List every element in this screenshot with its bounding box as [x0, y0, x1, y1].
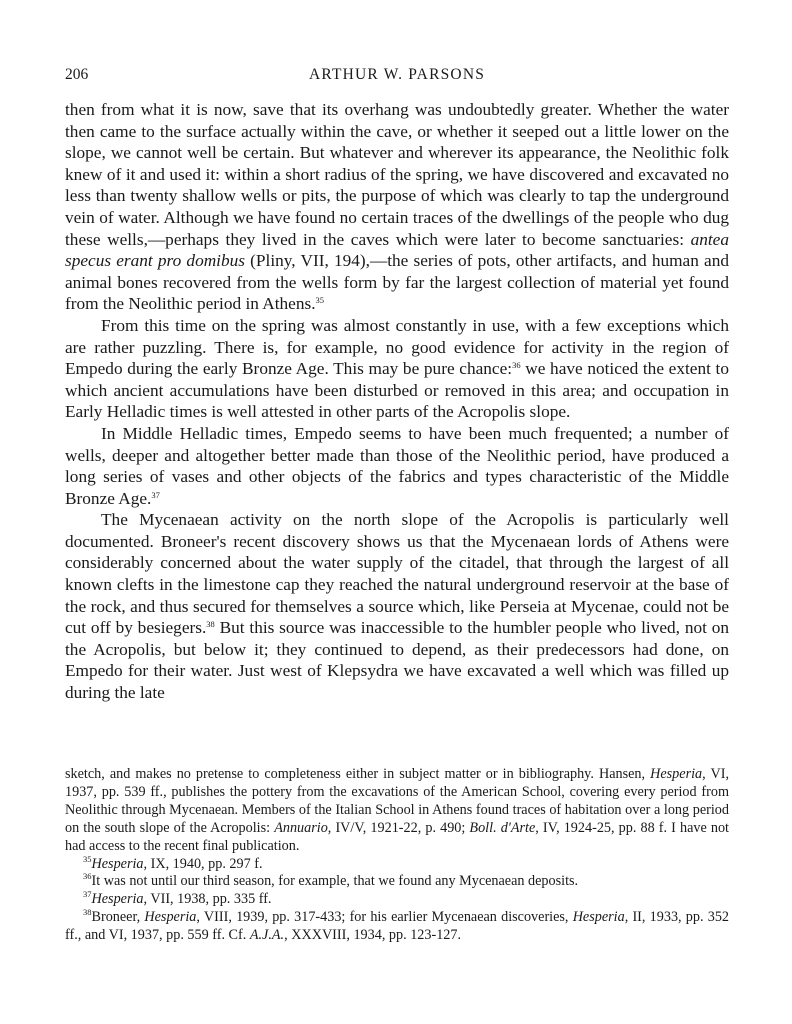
fn35-journal: Hesperia [91, 855, 144, 872]
main-text [65, 99, 729, 704]
footnote-36 [65, 873, 729, 891]
paragraph-2-text-b: we have noticed the extent to which ancient accumulations have been disturbed or removed in this area; and occupation in Early Helladic times is well attested in other parts of the Acropolis slope. [65, 359, 729, 422]
fn38-d: , XXXVIII, 1934, pp. 123-127. [284, 927, 462, 944]
footnote-number-36: 36 [83, 871, 92, 882]
footnote-ref-37[interactable]: 37 [151, 489, 160, 500]
footnote-ref-36[interactable]: 36 [512, 360, 521, 371]
running-head: ARTHUR W. PARSONS [308, 66, 486, 83]
fn38-b: , VIII, 1939, pp. 317-433; for his earlier Mycenaean discoveries, [196, 909, 573, 926]
paragraph-4-text-b: But this source was inaccessible to the humbler people who lived, not on the Acropolis, but below it; they continued to depend, as their predecessors had done, on Empedo for their water. Just west of Klepsydra we have excavated a well which was filled up during the late [65, 618, 729, 703]
footnote-38 [65, 909, 729, 945]
fn37-text: , VII, 1938, pp. 335 ff. [143, 891, 272, 908]
fn-cont-i3: Boll. d'Arte [469, 819, 536, 836]
footnotes [65, 766, 729, 945]
footnote-ref-38[interactable]: 38 [206, 619, 215, 630]
fn35-text: , IX, 1940, pp. 297 f. [143, 855, 263, 872]
latin-quote: antea specus erant pro domibus [65, 229, 729, 271]
fn38-c: , II, 1933, pp. 352 ff., and VI, 1937, pp. 559 ff. Cf. [65, 909, 730, 944]
fn-cont-d: , IV, 1924-25, pp. 88 f. I have not had access to the recent final publication. [65, 819, 729, 854]
page-header [65, 66, 729, 88]
fn36-text: It was not until our third season, for example, that we found any Mycenaean deposits. [91, 873, 579, 890]
paragraph-1 [65, 99, 729, 315]
paragraph-1-text-a: then from what it is now, save that its overhang was undoubtedly greater. Whether the water then came to the surface actually within the cave, or whether it seeped out a little lower on the slope, we cannot well be certain. But whatever and wherever its appearance, the Neolithic folk knew of it and used it: within a short radius of the spring, we have discovered and excavated no less than twenty shallow wells or pits, the purpose of which was clearly to tap the underground vein of water. Although we have found no certain traces of the dwellings of the people who dug these wells,—perhaps they lived in the caves which were later to become sanctuaries: [65, 100, 729, 249]
paragraph-4 [65, 509, 729, 703]
footnote-ref-35[interactable]: 35 [315, 295, 325, 306]
fn38-i3: A.J.A. [249, 927, 285, 944]
paragraph-4-text-a: The Mycenaean activity on the north slope of the Acropolis is particularly well documented. Broneer's recent discovery shows us that the Mycenaean lords of Athens were considerably concerned about the water supply of the citadel, that through the largest of all known clefts in the limestone cap they reached the natural underground reservoir at the base of the rock, and thus secured for themselves a source which, like Perseia at Mycenae, could not be cut off by besiegers. [65, 510, 729, 638]
fn38-i1: Hesperia [144, 909, 197, 926]
fn38-a: Broneer, [91, 909, 145, 926]
fn37-journal: Hesperia [91, 891, 144, 908]
fn-cont-i2: Annuario [274, 819, 328, 836]
footnote-35 [65, 853, 729, 874]
paragraph-1-text-b: (Pliny, VII, 194),—the series of pots, other artifacts, and human and animal bones recovered from the wells form by far the largest collection of material yet found from the Neolithic period in Athens. [65, 251, 729, 314]
footnote-number-38: 38 [83, 907, 92, 918]
fn-cont-b: , VI, 1937, pp. 539 ff., publishes the pottery from the excavations of the American School, covering every period from Neolithic through Mycenaean. Members of the Italian School in Athens found traces of habitation over a long period on the south slope of the Acropolis: [65, 766, 729, 836]
fn-cont-c: , IV/V, 1921-22, p. 490; [327, 819, 470, 836]
paragraph-2-text-a: From this time on the spring was almost constantly in use, with a few exceptions which are rather puzzling. There is, for example, no good evidence for activity in the region of Empedo during the early Bronze Age. This may be pure chance: [65, 315, 729, 379]
footnote-continuation [65, 766, 729, 856]
footnote-37 [65, 891, 729, 909]
footnote-number-37: 37 [83, 889, 92, 900]
paragraph-3-text: In Middle Helladic times, Empedo seems to have been much frequented; a number of wells, deeper and altogether better made than those of the Neolithic period, have produced a long series of vases and other objects of the fabrics and types characteristic of the Middle Bronze Age. [65, 423, 729, 508]
fn38-i2: Hesperia [572, 909, 625, 926]
footnote-number-35: 35 [83, 853, 92, 864]
paragraph-3 [65, 423, 729, 509]
paragraph-2 [65, 315, 729, 423]
fn-cont-a: sketch, and makes no pretense to completeness either in subject matter or in bibliography. Hansen, [65, 766, 651, 782]
fn-cont-i1: Hesperia [650, 766, 703, 782]
page-number: 206 [65, 66, 89, 83]
